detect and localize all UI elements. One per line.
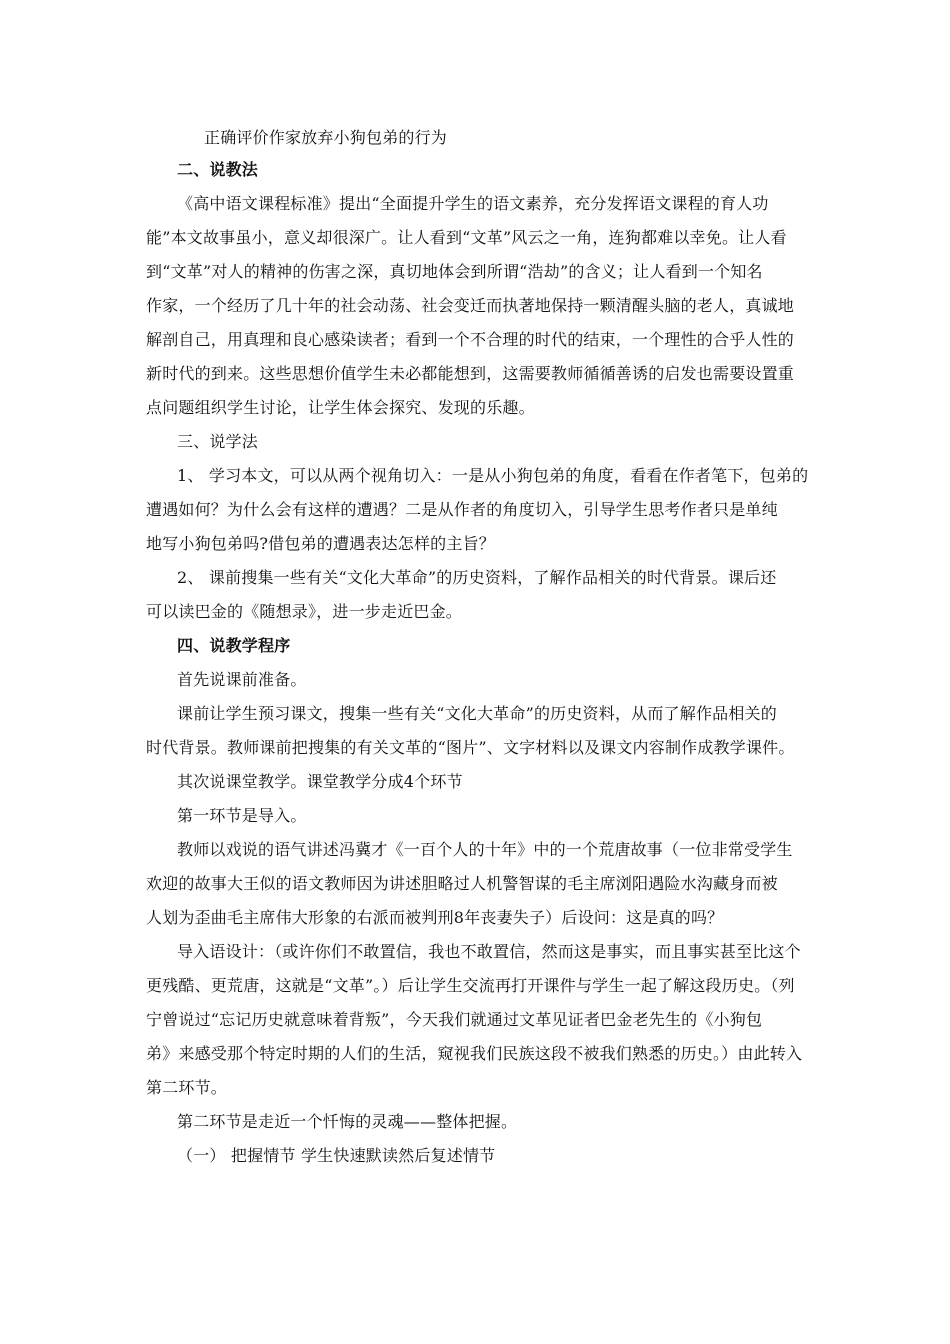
text-line: 新时代的到来。这些思想价值学生未必都能想到，这需要教师循循善诱的启发也需要设置重 bbox=[146, 364, 795, 383]
text-line: 欢迎的故事大王似的语文教师因为讲述胆略过人机警智谋的毛主席浏阳遇险水沟藏身而被 bbox=[146, 874, 778, 893]
text-line: 导入语设计：（或许你们不敢置信，我也不敢置信，然而这是事实，而且事实甚至比这个 bbox=[177, 942, 801, 961]
text-line: 首先说课前准备。 bbox=[177, 670, 307, 689]
text-line: 《高中语文课程标准》提出“全面提升学生的语文素养，充分发挥语文课程的育人功 bbox=[177, 194, 769, 213]
text-line: 解剖自己，用真理和良心感染读者；看到一个不合理的时代的结束，一个理性的合乎人性的 bbox=[146, 330, 795, 349]
text-line: 其次说课堂教学。课堂教学分成4个环节 bbox=[177, 772, 463, 791]
text-line: 地写小狗包弟吗?借包弟的遭遇表达怎样的主旨？ bbox=[146, 534, 495, 553]
section-heading: 二、说教法 bbox=[177, 160, 259, 179]
text-line: 课前让学生预习课文，搜集一些有关“文化大革命”的历史资料，从而了解作品相关的 bbox=[177, 704, 777, 723]
text-line: 人划为歪曲毛主席伟大形象的右派而被判刑8年丧妻失子）后设问：这是真的吗？ bbox=[146, 908, 724, 927]
text-line: 正确评价作家放弃小狗包弟的行为 bbox=[204, 128, 448, 147]
text-line: 更残酷、更荒唐，这就是“文革”。）后让学生交流再打开课件与学生一起了解这段历史。（列 bbox=[146, 976, 795, 995]
text-line: 教师以戏说的语气讲述冯冀才《一百个人的十年》中的一个荒唐故事（一位非常受学生 bbox=[177, 840, 793, 859]
text-line: 弟》来感受那个特定时期的人们的生活，窥视我们民族这段不被我们熟悉的历史。）由此转入 bbox=[146, 1044, 803, 1063]
text-line: 到“文革”对人的精神的伤害之深，真切地体会到所谓“浩劫”的含义；让人看到一个知名 bbox=[146, 262, 763, 281]
section-heading: 三、说学法 bbox=[177, 432, 259, 451]
text-line: 能”本文故事虽小，意义却很深广。让人看到“文革”风云之一角，连狗都难以幸免。让人看 bbox=[146, 228, 787, 247]
text-line: 第二环节是走近一个忏悔的灵魂——整体把握。 bbox=[177, 1112, 518, 1131]
text-line: 作家，一个经历了几十年的社会动荡、社会变迁而执著地保持一颗清醒头脑的老人，真诚地 bbox=[146, 296, 795, 315]
text-line: 1、 学习本文，可以从两个视角切入：一是从小狗包弟的角度，看看在作者笔下，包弟的 bbox=[177, 466, 809, 485]
text-line: 时代背景。教师课前把搜集的有关文革的“图片”、文字材料以及课文内容制作成教学课件。 bbox=[146, 738, 795, 757]
text-line: 点问题组织学生讨论，让学生体会探究、发现的乐趣。 bbox=[146, 398, 535, 417]
text-line: 宁曾说过“忘记历史就意味着背叛”，今天我们就通过文革见证者巴金老先生的《小狗包 bbox=[146, 1010, 763, 1029]
text-line: 第二环节。 bbox=[146, 1078, 228, 1097]
text-line: （一） 把握情节 学生快速默读然后复述情节 bbox=[177, 1146, 496, 1165]
section-heading: 四、说教学程序 bbox=[177, 636, 291, 655]
text-line: 可以读巴金的《随想录》，进一步走近巴金。 bbox=[146, 602, 463, 621]
text-line: 遭遇如何？为什么会有这样的遭遇？二是从作者的角度切入，引导学生思考作者只是单纯 bbox=[146, 500, 778, 519]
text-line: 2、 课前搜集一些有关“文化大革命”的历史资料，了解作品相关的时代背景。课后还 bbox=[177, 568, 777, 587]
text-line: 第一环节是导入。 bbox=[177, 806, 307, 825]
